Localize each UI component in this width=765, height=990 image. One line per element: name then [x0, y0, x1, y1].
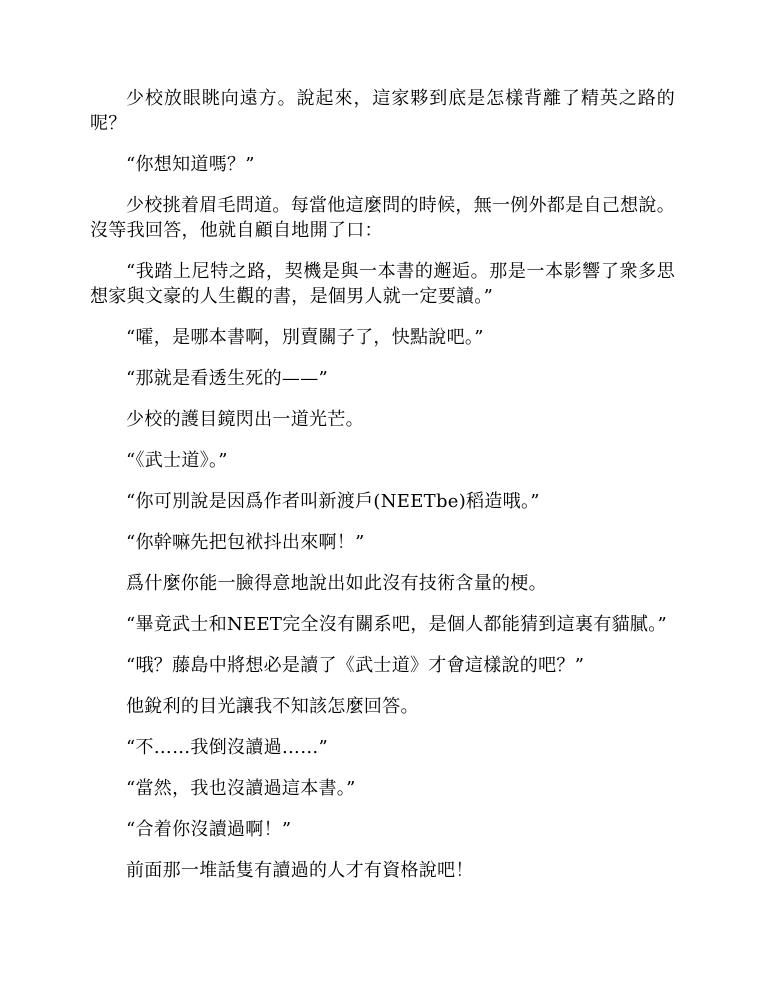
- paragraph: “你可別說是因爲作者叫新渡戶(NEETbe)稻造哦。”: [126, 491, 540, 512]
- paragraph: 少校挑着眉毛問道。每當他這麼問的時候，無一例外都是自己想說。沒等我回答，他就自顧自地開了口：: [90, 195, 675, 241]
- paragraph: “合着你沒讀過啊！”: [126, 819, 292, 840]
- paragraph: “畢竟武士和NEET完全沒有關系吧，是個人都能猜到這裏有貓膩。”: [126, 614, 668, 635]
- paragraph: “《武士道》。”: [126, 450, 228, 471]
- paragraph: 少校的護目鏡閃出一道光芒。: [126, 409, 364, 430]
- paragraph: “當然，我也沒讀過這本書。”: [126, 778, 356, 799]
- paragraph: “那就是看透生死的——”: [126, 368, 329, 389]
- paragraph: 爲什麼你能一臉得意地說出如此沒有技術含量的梗。: [126, 573, 547, 594]
- paragraph: “哦？藤島中將想必是讀了《武士道》才會這樣說的吧？”: [126, 655, 585, 676]
- paragraph: “你想知道嗎？”: [126, 154, 255, 175]
- paragraph: “不……我倒沒讀過……”: [126, 737, 329, 758]
- paragraph: 前面那一堆話隻有讀過的人才有資格說吧！: [126, 860, 474, 881]
- document-page: [90, 86, 675, 899]
- paragraph: “我踏上尼特之路，契機是與一本書的邂逅。那是一本影響了衆多思想家與文豪的人生觀的書，是個男人就一定要讀。”: [90, 261, 675, 307]
- paragraph: “嚯，是哪本書啊，別賣關子了，快點說吧。”: [126, 327, 484, 348]
- paragraph: “你幹嘛先把包袱抖出來啊！”: [126, 532, 365, 553]
- paragraph: 他銳利的目光讓我不知該怎麼回答。: [126, 696, 419, 717]
- paragraph: 少校放眼眺向遠方。說起來，這家夥到底是怎樣背離了精英之路的呢？: [90, 88, 675, 134]
